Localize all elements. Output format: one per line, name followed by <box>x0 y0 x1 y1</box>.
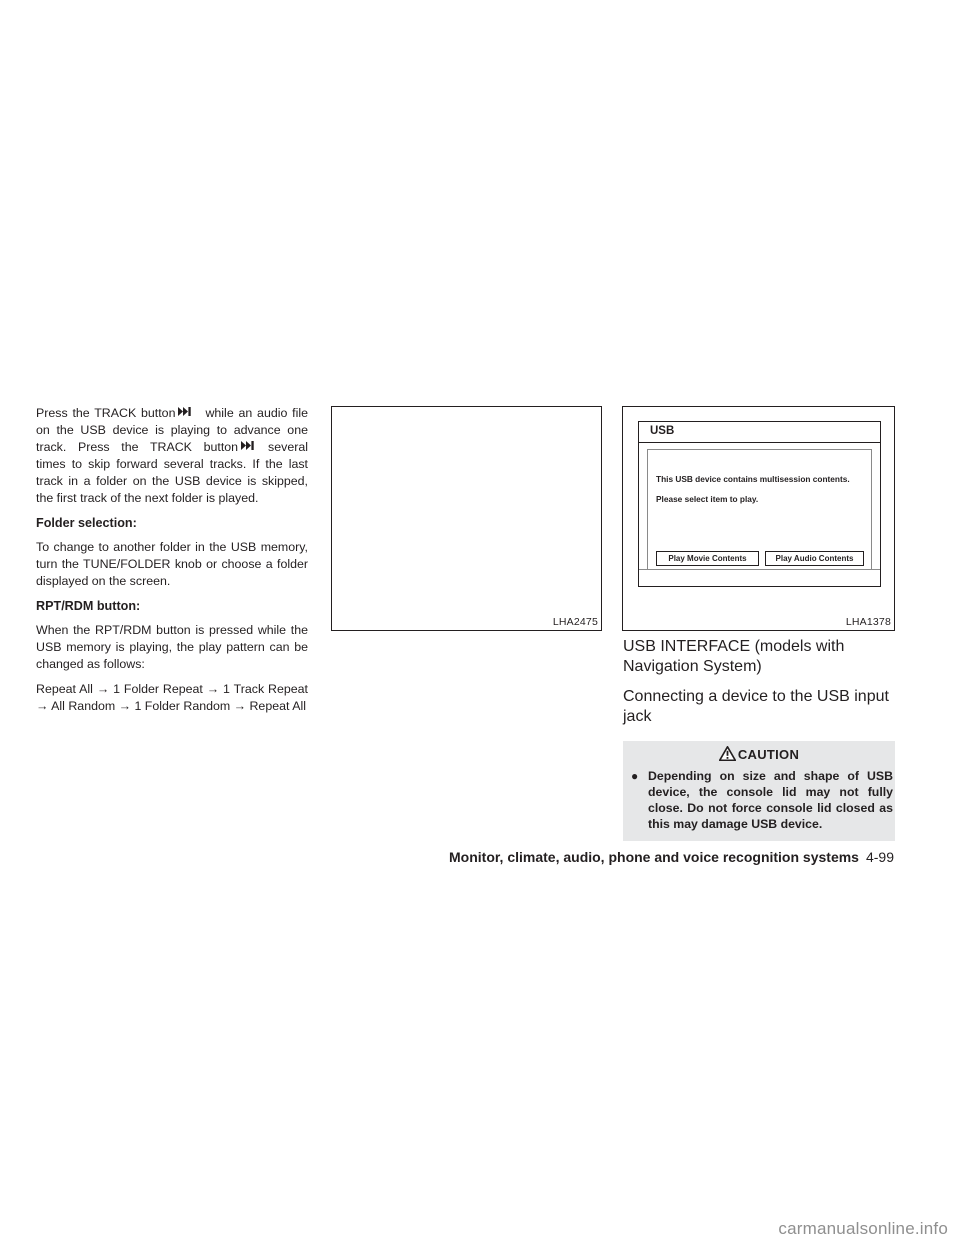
multisession-message: This USB device contains multisession contents. <box>656 474 850 484</box>
play-movie-contents-button: Play Movie Contents <box>656 551 759 566</box>
usb-screen-illustration <box>638 421 881 587</box>
caution-item <box>623 768 895 832</box>
play-audio-contents-button: Play Audio Contents <box>765 551 864 566</box>
screen-title: USB <box>650 425 675 437</box>
caution-box <box>623 741 895 841</box>
select-item-message: Please select item to play. <box>656 494 759 504</box>
folder-selection-text: To change to another folder in the USB memory, turn the TUNE/FOLDER knob or choose a folder displayed on the screen. <box>36 540 308 588</box>
figure-blank <box>331 406 602 631</box>
figure-code: LHA2475 <box>552 616 598 628</box>
screen-dialog <box>647 449 872 570</box>
figure-code: LHA1378 <box>845 616 891 628</box>
page-footer <box>449 849 894 865</box>
caution-header <box>623 746 895 762</box>
track-paragraph <box>36 405 308 507</box>
folder-selection-heading: Folder selection: <box>36 516 137 530</box>
right-column <box>623 637 895 841</box>
watermark: carmanualsonline.info <box>778 1219 948 1238</box>
footer-section-title: Monitor, climate, audio, phone and voice recognition systems <box>449 849 859 865</box>
page-number: 4-99 <box>865 849 894 865</box>
rpt-rdm-heading: RPT/RDM button: <box>36 599 141 613</box>
play-pattern-sequence: Repeat All → 1 Folder Repeat → 1 Track Repeat → All Random → 1 Folder Random → Repeat All <box>36 682 308 713</box>
figure-usb-screen <box>622 406 895 631</box>
caution-label: CAUTION <box>737 747 800 762</box>
screen-bottom-band <box>639 569 880 586</box>
connecting-device-heading: Connecting a device to the USB input jack <box>623 688 889 725</box>
screen-title-divider <box>639 442 880 443</box>
fast-forward-skip-icon <box>241 441 254 450</box>
caution-text: Depending on size and shape of USB device, the console lid may not fully close. Do not force console lid closed as this may damage USB device. <box>648 769 893 831</box>
warning-icon <box>719 746 736 761</box>
bullet: ● <box>631 769 639 783</box>
track-text-part2: while an audio file on the USB device is playing to advance one track. Press the TRACK button <box>36 406 308 454</box>
usb-interface-heading: USB INTERFACE (models with Navigation System) <box>623 638 845 675</box>
track-text-part1: Press the TRACK button <box>36 406 176 420</box>
left-column <box>36 405 308 723</box>
rpt-rdm-text: When the RPT/RDM button is pressed while the USB memory is playing, the play pattern can be changed as follows: <box>36 623 308 671</box>
fast-forward-skip-icon <box>178 407 191 416</box>
track-text-part3: several times to skip forward several tracks. If the last track in a folder on the USB device is skipped, the first track of the next folder is played. <box>36 440 308 505</box>
